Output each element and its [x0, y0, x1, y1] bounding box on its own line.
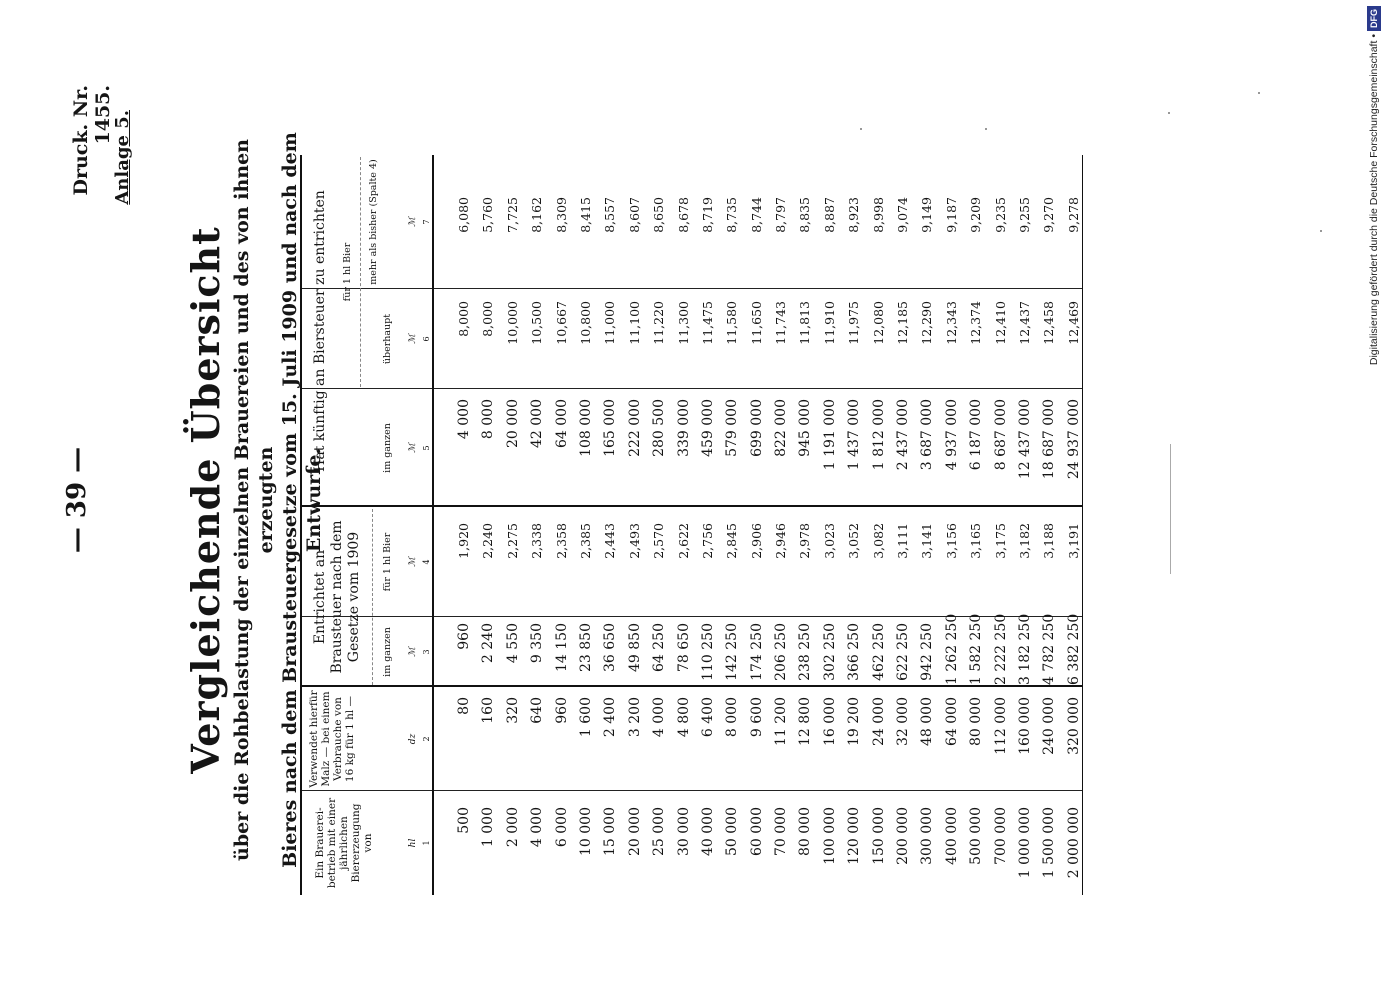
- table-cell: 240 000: [1041, 697, 1058, 755]
- table-cell: 960: [456, 623, 472, 650]
- table-cell: 1 000 000: [1016, 807, 1033, 879]
- dfg-logo: DFG: [1367, 6, 1381, 31]
- table-cell: 1 600: [577, 697, 594, 738]
- table-cell: 960: [553, 697, 570, 724]
- table-cell: 822 000: [773, 399, 790, 457]
- table-cell: 70 000: [773, 807, 790, 856]
- table-cell: 8,607: [626, 197, 642, 233]
- header-group-future: Hat künftig an Biersteuer zu entrichten: [312, 190, 328, 472]
- table-cell: 2 437 000: [895, 399, 912, 471]
- table-cell: 12,185: [895, 301, 911, 345]
- table-cell: 2,946: [773, 523, 789, 559]
- table-cell: 2 000: [504, 807, 521, 848]
- table-cell: 8,000: [480, 301, 496, 337]
- table-cell: 6 187 000: [968, 399, 985, 471]
- table-cell: 302 250: [821, 623, 838, 681]
- table-cell: 3,111: [895, 523, 911, 559]
- unit-mark: ℳ: [408, 217, 418, 227]
- table-cell: 80: [456, 697, 472, 715]
- table-cell: 9 350: [529, 623, 546, 664]
- column-rule: [302, 616, 1082, 617]
- table-cell: 20 000: [626, 807, 643, 856]
- table-cell: 64 000: [943, 697, 960, 746]
- header-col2: Verwendet hierfür Malz — bei einem Verbrauche von 16 kg für 1 hl —: [308, 690, 356, 788]
- table-cell: 8,719: [699, 197, 715, 233]
- table-cell: 7,725: [504, 197, 520, 233]
- table-cell: 9,235: [992, 197, 1008, 233]
- table-cell: 3,188: [1041, 523, 1057, 559]
- column-rule: [302, 685, 1082, 687]
- table-cell: 2 222 250: [992, 613, 1009, 685]
- table-cell: 2,275: [504, 523, 520, 559]
- table-cell: 1 812 000: [870, 399, 887, 471]
- table-cell: 4 937 000: [943, 399, 960, 471]
- table-cell: 8,797: [773, 197, 789, 233]
- table-cell: 11,220: [651, 301, 667, 345]
- table-cell: 11,650: [748, 301, 764, 345]
- table-cell: 64 000: [553, 399, 570, 448]
- table-cell: 11,813: [797, 301, 813, 345]
- column-number: 3: [422, 649, 431, 655]
- column-rule: [302, 505, 1082, 507]
- column-number: 4: [422, 559, 431, 565]
- table-cell: 12,410: [992, 301, 1008, 345]
- table-cell: 579 000: [724, 399, 741, 457]
- table-cell: 2,385: [577, 523, 593, 559]
- table-cell: 4 782 250: [1041, 613, 1058, 685]
- table-cell: 3,191: [1065, 523, 1081, 559]
- column-rule: [302, 288, 1082, 289]
- table-cell: 9,209: [968, 197, 984, 233]
- table-cell: 11 200: [773, 697, 790, 746]
- table-cell: 4 000: [456, 399, 472, 440]
- table-cell: 11,300: [675, 301, 691, 345]
- table-cell: 11,975: [846, 301, 862, 345]
- table-cell: 3,175: [992, 523, 1008, 559]
- table-cell: 2,756: [699, 523, 715, 559]
- table-cell: 11,100: [626, 301, 642, 345]
- table-cell: 8,000: [456, 301, 471, 337]
- table-cell: 10 000: [577, 807, 594, 856]
- table-cell: 3,182: [1016, 523, 1032, 559]
- table-cell: 339 000: [675, 399, 692, 457]
- table-cell: 9,149: [919, 197, 935, 233]
- table-cell: 30 000: [675, 807, 692, 856]
- table-cell: 2,358: [553, 523, 569, 559]
- header-col7: mehr als bisher (Spalte 4): [368, 159, 379, 285]
- table-cell: 1 500 000: [1041, 807, 1058, 879]
- table-cell: 11,910: [821, 301, 837, 345]
- table-cell: 640: [529, 697, 546, 724]
- table-cell: 3,023: [821, 523, 837, 559]
- table-cell: 12,437: [1016, 301, 1032, 345]
- unit-dz: dz: [408, 733, 418, 745]
- table-cell: 50 000: [724, 807, 741, 856]
- table-cell: 12,469: [1065, 301, 1081, 345]
- unit-mark: ℳ: [408, 557, 418, 567]
- table-cell: 11,580: [724, 301, 740, 345]
- header-col4: für 1 hl Bier: [382, 532, 393, 592]
- table-cell: 3 200: [626, 697, 643, 738]
- column-future-per-hl: [452, 301, 1086, 387]
- table-cell: 1 191 000: [821, 399, 838, 471]
- table-cell: 500 000: [968, 807, 985, 865]
- table-cell: 4 800: [675, 697, 692, 738]
- page-number: — 39 —: [62, 446, 92, 554]
- unit-mark: ℳ: [408, 334, 418, 344]
- column-hl: [452, 807, 1086, 893]
- table-cell: 25 000: [651, 807, 668, 856]
- table-cell: 9,270: [1041, 197, 1057, 233]
- table-cell: 1 437 000: [846, 399, 863, 471]
- table-cell: 300 000: [919, 807, 936, 865]
- table-cell: 15 000: [602, 807, 619, 856]
- table-cell: 8,557: [602, 197, 618, 233]
- column-dz: [452, 697, 1086, 789]
- column-rule: [302, 790, 1082, 791]
- table-cell: 12,458: [1041, 301, 1057, 345]
- table-cell: 165 000: [602, 399, 619, 457]
- header-col5: im ganzen: [382, 423, 393, 473]
- table-cell: 16 000: [821, 697, 838, 746]
- table-cell: 12 800: [797, 697, 814, 746]
- table-cell: 5,760: [480, 197, 496, 233]
- table-cell: 8,998: [870, 197, 886, 233]
- table-cell: 150 000: [870, 807, 887, 865]
- table-cell: 700 000: [992, 807, 1009, 865]
- scan-speck: [985, 128, 987, 130]
- table-cell: 10,667: [553, 301, 569, 345]
- table-cell: 9,278: [1065, 197, 1081, 233]
- table-cell: 2,240: [480, 523, 496, 559]
- table-cell: 8,162: [529, 197, 545, 233]
- table-cell: 78 650: [675, 623, 692, 672]
- table-cell: 942 250: [919, 623, 936, 681]
- table-cell: 3,052: [846, 523, 862, 559]
- table-cell: 8,744: [748, 197, 764, 233]
- table-cell: 14 150: [553, 623, 570, 672]
- column-more-than-before: [452, 197, 1086, 287]
- table-cell: 238 250: [797, 623, 814, 681]
- table-cell: 8,887: [821, 197, 837, 233]
- table-cell: 80 000: [797, 807, 814, 856]
- table-cell: 6,080: [456, 197, 471, 233]
- table-cell: 11,475: [699, 301, 715, 345]
- table-cell: 4 000: [529, 807, 546, 848]
- digitization-note-text: Digitalisierung gefördert durch die Deutsche Forschungsgemeinschaft •: [1368, 34, 1380, 366]
- table-cell: 12,290: [919, 301, 935, 345]
- table-cell: 1 582 250: [968, 613, 985, 685]
- table-cell: 366 250: [846, 623, 863, 681]
- table-cell: 9,255: [1016, 197, 1032, 233]
- table-cell: 206 250: [773, 623, 790, 681]
- comparison-table: [300, 155, 1083, 895]
- table-cell: 24 000: [870, 697, 887, 746]
- table-cell: 48 000: [919, 697, 936, 746]
- unit-mark: ℳ: [408, 647, 418, 657]
- scan-speck: [860, 128, 862, 130]
- table-cell: 8,678: [675, 197, 691, 233]
- table-cell: 9,074: [895, 197, 911, 233]
- header-per-hl-future: für 1 hl Bier: [342, 242, 353, 302]
- table-cell: 622 250: [895, 623, 912, 681]
- table-cell: 49 850: [626, 623, 643, 672]
- table-cell: 400 000: [943, 807, 960, 865]
- table-cell: 24 937 000: [1065, 399, 1082, 480]
- table-cell: 110 250: [699, 623, 716, 681]
- table-cell: 8,309: [553, 197, 569, 233]
- table-cell: 2 000 000: [1065, 807, 1082, 879]
- header-rule: [432, 155, 434, 895]
- table-cell: 2 240: [480, 623, 497, 664]
- table-cell: 2,570: [651, 523, 667, 559]
- table-cell: 1,920: [456, 523, 471, 559]
- table-cell: 320 000: [1065, 697, 1082, 755]
- table-cell: 945 000: [797, 399, 814, 457]
- table-cell: 32 000: [895, 697, 912, 746]
- column-tax-total: [452, 613, 1086, 685]
- header-col3: im ganzen: [382, 627, 393, 677]
- column-number: 1: [422, 840, 431, 846]
- column-tax-per-hl: [452, 523, 1086, 615]
- table-cell: 280 500: [651, 399, 668, 457]
- table-cell: 160 000: [1016, 697, 1033, 755]
- table-cell: 1 262 250: [943, 613, 960, 685]
- table-cell: 9 600: [748, 697, 765, 738]
- column-future-total: [452, 399, 1086, 505]
- table-cell: 3,141: [919, 523, 935, 559]
- table-cell: 36 650: [602, 623, 619, 672]
- column-number: 6: [422, 336, 431, 342]
- table-cell: 174 250: [748, 623, 765, 681]
- subtitle-line-2: Bieres nach dem Brausteuergesetze vom 15. Juli 1909 und nach dem Entwurfe.: [279, 132, 325, 868]
- table-cell: 4 000: [651, 697, 668, 738]
- scan-speck: [1168, 112, 1170, 114]
- unit-mark: ℳ: [408, 443, 418, 453]
- table-cell: 2,978: [797, 523, 813, 559]
- header-col6: überhaupt: [382, 313, 393, 365]
- table-cell: 10,500: [529, 301, 545, 345]
- table-cell: 142 250: [724, 623, 741, 681]
- table-cell: 8 687 000: [992, 399, 1009, 471]
- table-cell: 80 000: [968, 697, 985, 746]
- table-cell: 222 000: [626, 399, 643, 457]
- scan-artifact-line: [1170, 444, 1171, 574]
- table-cell: 3,165: [968, 523, 984, 559]
- table-cell: 2 400: [602, 697, 619, 738]
- table-cell: 500: [456, 807, 472, 834]
- table-cell: 23 850: [577, 623, 594, 672]
- table-cell: 12 437 000: [1016, 399, 1033, 480]
- table-cell: 10,800: [577, 301, 593, 345]
- table-cell: 320: [504, 697, 521, 724]
- table-cell: 2,493: [626, 523, 642, 559]
- table-cell: 2,443: [602, 523, 618, 559]
- table-cell: 4 550: [504, 623, 521, 664]
- table-cell: 6 382 250: [1065, 613, 1082, 685]
- table-cell: 1 000: [480, 807, 497, 848]
- table-cell: 8,650: [651, 197, 667, 233]
- column-rule: [302, 388, 1082, 389]
- table-cell: 64 250: [651, 623, 668, 672]
- table-cell: 42 000: [529, 399, 546, 448]
- column-number: 5: [422, 445, 431, 451]
- table-cell: 2,845: [724, 523, 740, 559]
- table-cell: 18 687 000: [1041, 399, 1058, 480]
- table-cell: 112 000: [992, 697, 1009, 755]
- table-cell: 11,743: [773, 301, 789, 345]
- unit-hl: hl: [408, 838, 418, 848]
- table-cell: 8 000: [480, 399, 497, 440]
- table-cell: 108 000: [577, 399, 594, 457]
- table-cell: 120 000: [846, 807, 863, 865]
- table-cell: 2,906: [748, 523, 764, 559]
- header-subrule: [360, 157, 361, 387]
- table-cell: 12,343: [943, 301, 959, 345]
- digitization-note: [1365, 6, 1383, 396]
- table-cell: 3 687 000: [919, 399, 936, 471]
- table-cell: 3,156: [943, 523, 959, 559]
- scan-speck: [1320, 230, 1322, 232]
- annex-label: Anlage 5.: [112, 110, 133, 205]
- table-cell: 40 000: [699, 807, 716, 856]
- table-cell: 3,082: [870, 523, 886, 559]
- table-cell: 200 000: [895, 807, 912, 865]
- table-cell: 100 000: [821, 807, 838, 865]
- header-col1: Ein Brauerei-betrieb mit einer jährlichen Biererzeugung von: [314, 797, 374, 889]
- document-title: Vergleichende Übersicht: [183, 226, 228, 774]
- table-cell: 8,835: [797, 197, 813, 233]
- table-cell: 8 000: [724, 697, 741, 738]
- table-cell: 462 250: [870, 623, 887, 681]
- table-cell: 10,000: [504, 301, 520, 345]
- scan-speck: [1258, 92, 1260, 94]
- column-number: 7: [422, 219, 431, 225]
- table-cell: 2,338: [529, 523, 545, 559]
- subtitle-line-1: über die Rohbelastung der einzelnen Brauereien und des von ihnen erzeugten: [231, 139, 277, 861]
- table-cell: 12,374: [968, 301, 984, 345]
- print-reference: Druck. Nr. 1455.: [70, 85, 114, 196]
- table-cell: 60 000: [748, 807, 765, 856]
- table-cell: 8,923: [846, 197, 862, 233]
- table-cell: 6 400: [699, 697, 716, 738]
- table-cell: 8,735: [724, 197, 740, 233]
- table-cell: 160: [480, 697, 497, 724]
- table-cell: 3 182 250: [1016, 613, 1033, 685]
- table-cell: 11,000: [602, 301, 618, 345]
- table-cell: 6 000: [553, 807, 570, 848]
- table-cell: 2,622: [675, 523, 691, 559]
- column-number: 2: [422, 736, 431, 742]
- table-cell: 8,415: [577, 197, 593, 233]
- table-cell: 459 000: [699, 399, 716, 457]
- header-group-current-law: Entrichtet an Brausteuer nach dem Gesetze vom 1909: [312, 520, 362, 674]
- table-cell: 19 200: [846, 697, 863, 746]
- table-cell: 20 000: [504, 399, 521, 448]
- header-subrule: [372, 509, 373, 685]
- table-cell: 12,080: [870, 301, 886, 345]
- table-cell: 9,187: [943, 197, 959, 233]
- table-cell: 699 000: [748, 399, 765, 457]
